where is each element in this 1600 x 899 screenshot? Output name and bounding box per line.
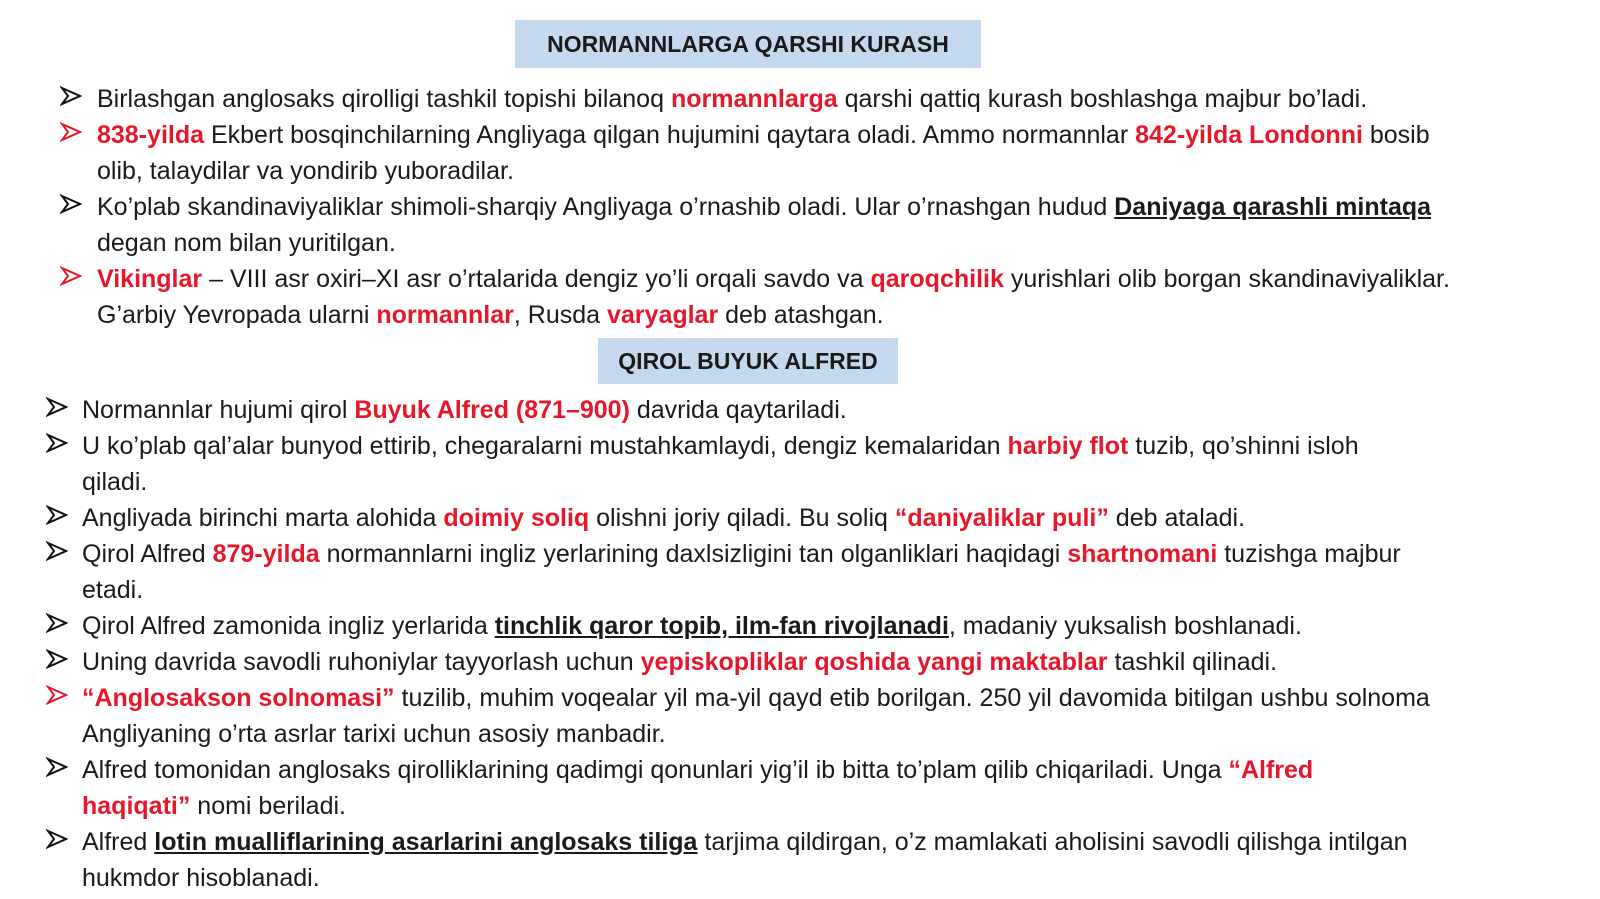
text-segment: tuzib, qo’shinni isloh bbox=[1128, 432, 1359, 460]
list-item-line bbox=[82, 464, 1570, 500]
text-segment: normannlarni ingliz yerlarining daxlsizligini tan olganliklari haqidagi bbox=[319, 540, 1068, 568]
list-item-line bbox=[82, 392, 1570, 428]
list-item bbox=[60, 117, 1570, 189]
list-item-line bbox=[82, 608, 1570, 644]
list-item bbox=[46, 500, 1570, 536]
list-item bbox=[46, 680, 1570, 752]
text-segment: Normannlar hujumi qirol bbox=[82, 396, 355, 424]
text-segment: degan nom bilan yuritilgan. bbox=[97, 229, 396, 257]
list-item-line bbox=[97, 261, 1570, 297]
list-item-line bbox=[82, 572, 1570, 608]
list-item-line bbox=[97, 81, 1570, 117]
highlighted-term: doimiy soliq bbox=[443, 504, 590, 532]
text-segment: Ko’plab skandinaviyaliklar shimoli-sharqiy Angliyaga o’rnashib oladi. Ular o’rnashgan hudud bbox=[97, 193, 1115, 221]
highlighted-term: 842-yilda Londonni bbox=[1135, 121, 1363, 149]
list-item bbox=[46, 392, 1570, 428]
list-item bbox=[46, 536, 1570, 608]
highlighted-term: “Anglosakson solnomasi” bbox=[82, 684, 395, 712]
list-item-line bbox=[82, 500, 1570, 536]
text-segment: , Rusda bbox=[513, 301, 607, 329]
highlighted-term: varyaglar bbox=[607, 301, 719, 329]
text-segment: etadi. bbox=[82, 576, 144, 604]
highlighted-term: Vikinglar bbox=[97, 265, 203, 293]
text-segment: tarjima qildirgan, o’z mamlakati aholisini savodli qilishga intilgan bbox=[697, 828, 1408, 856]
text-segment: Qirol Alfred zamonida ingliz yerlarida bbox=[82, 612, 495, 640]
text-segment: Alfred tomonidan anglosaks qirolliklarining qadimgi qonunlari yig’il ib bitta to’plam qilib chiqariladi. Unga bbox=[82, 756, 1229, 784]
list-item bbox=[46, 608, 1570, 644]
list-item-line bbox=[97, 297, 1570, 333]
arrow-bullet-icon bbox=[46, 397, 68, 419]
highlighted-term: normannlar bbox=[376, 301, 514, 329]
text-segment: olib, talaydilar va yondirib yuboradilar. bbox=[97, 157, 514, 185]
text-segment: G’arbiy Yevropada ularni bbox=[97, 301, 377, 329]
list-item bbox=[60, 81, 1570, 117]
highlighted-term: 879-yilda bbox=[212, 540, 320, 568]
arrow-bullet-icon bbox=[46, 613, 68, 635]
text-segment: U ko’plab qal’alar bunyod ettirib, chegaralarni mustahkamlaydi, dengiz kemalaridan bbox=[82, 432, 1008, 460]
text-segment: davrida qaytariladi. bbox=[629, 396, 847, 424]
text-segment: qiladi. bbox=[82, 468, 148, 496]
text-segment: Uning davrida savodli ruhoniylar tayyorlash uchun bbox=[82, 648, 641, 676]
text-segment: Ekbert bosqinchilarning Angliyaga qilgan hujumini qaytara oladi. Ammo normannlar bbox=[204, 121, 1136, 149]
text-segment: Alfred bbox=[82, 828, 155, 856]
highlighted-term: “Alfred bbox=[1228, 756, 1314, 784]
text-segment: yurishlari olib borgan skandinaviyaliklar. bbox=[1003, 265, 1450, 293]
list-item-line bbox=[97, 225, 1570, 261]
arrow-bullet-icon bbox=[60, 86, 82, 108]
bullet-list-normans bbox=[60, 81, 1570, 333]
highlighted-term: qaroqchilik bbox=[870, 265, 1004, 293]
text-segment: Qirol Alfred bbox=[82, 540, 213, 568]
text-segment: deb atashgan. bbox=[718, 301, 884, 329]
highlighted-term: shartnomani bbox=[1067, 540, 1218, 568]
highlighted-term: normannlarga bbox=[670, 85, 838, 113]
arrow-bullet-icon bbox=[46, 829, 68, 851]
arrow-bullet-icon bbox=[46, 433, 68, 455]
text-segment: , madaniy yuksalish boshlanadi. bbox=[948, 612, 1302, 640]
list-item bbox=[46, 824, 1570, 896]
list-item bbox=[46, 428, 1570, 500]
underlined-term: Daniyaga qarashli mintaqa bbox=[1114, 193, 1432, 221]
text-segment: bosib bbox=[1362, 121, 1430, 149]
text-segment: tuzilib, muhim voqealar yil ma-yil qayd etib borilgan. 250 yil davomida bitilgan ushbu solnoma bbox=[394, 684, 1430, 712]
list-item-line bbox=[82, 536, 1570, 572]
list-item bbox=[60, 261, 1570, 333]
list-item-line bbox=[82, 860, 1570, 896]
underlined-term: tinchlik qaror topib, ilm-fan rivojlanadi bbox=[494, 612, 949, 640]
section-heading-normannlarga-qarshi-kurash: NORMANNLARGA QARSHI KURASH bbox=[515, 20, 981, 68]
list-item-line bbox=[82, 752, 1570, 788]
text-segment: Birlashgan anglosaks qirolligi tashkil topishi bilanoq bbox=[97, 85, 671, 113]
arrow-bullet-icon bbox=[60, 266, 82, 288]
highlighted-term: yepiskopliklar qoshida yangi maktablar bbox=[640, 648, 1108, 676]
text-segment: Angliyada birinchi marta alohida bbox=[82, 504, 444, 532]
text-segment: nomi beriladi. bbox=[190, 792, 346, 820]
highlighted-term: “daniyaliklar puli” bbox=[894, 504, 1109, 532]
list-item-line bbox=[82, 680, 1570, 716]
text-segment: tashkil qilinadi. bbox=[1107, 648, 1278, 676]
highlighted-term: harbiy flot bbox=[1007, 432, 1129, 460]
text-segment: tuzishga majbur bbox=[1217, 540, 1401, 568]
text-segment: hukmdor hisoblanadi. bbox=[82, 864, 320, 892]
underlined-term: lotin mualliflarining asarlarini anglosaks tiliga bbox=[154, 828, 698, 856]
arrow-bullet-icon bbox=[46, 541, 68, 563]
section-heading-qirol-buyuk-alfred: QIROL BUYUK ALFRED bbox=[598, 338, 898, 384]
list-item-line bbox=[97, 117, 1570, 153]
list-item-line bbox=[82, 788, 1570, 824]
list-item-line bbox=[97, 153, 1570, 189]
text-segment: deb ataladi. bbox=[1108, 504, 1246, 532]
arrow-bullet-icon bbox=[46, 505, 68, 527]
highlighted-term: 838-yilda bbox=[97, 121, 205, 149]
highlighted-term: haqiqati” bbox=[82, 792, 191, 820]
text-segment: Angliyaning o’rta asrlar tarixi uchun asosiy manbadir. bbox=[82, 720, 666, 748]
arrow-bullet-icon bbox=[46, 685, 68, 707]
text-segment: – VIII asr oxiri–XI asr o’rtalarida dengiz yo’li orqali savdo va bbox=[202, 265, 871, 293]
list-item-line bbox=[82, 824, 1570, 860]
arrow-bullet-icon bbox=[60, 194, 82, 216]
list-item-line bbox=[97, 189, 1570, 225]
list-item bbox=[60, 189, 1570, 261]
list-item bbox=[46, 752, 1570, 824]
text-segment: olishni joriy qiladi. Bu soliq bbox=[589, 504, 895, 532]
list-item-line bbox=[82, 644, 1570, 680]
highlighted-term: Buyuk Alfred (871–900) bbox=[354, 396, 630, 424]
list-item bbox=[46, 644, 1570, 680]
text-segment: qarshi qattiq kurash boshlashga majbur bo’ladi. bbox=[837, 85, 1368, 113]
arrow-bullet-icon bbox=[46, 757, 68, 779]
list-item-line bbox=[82, 716, 1570, 752]
arrow-bullet-icon bbox=[60, 122, 82, 144]
bullet-list-alfred bbox=[46, 392, 1570, 896]
arrow-bullet-icon bbox=[46, 649, 68, 671]
list-item-line bbox=[82, 428, 1570, 464]
